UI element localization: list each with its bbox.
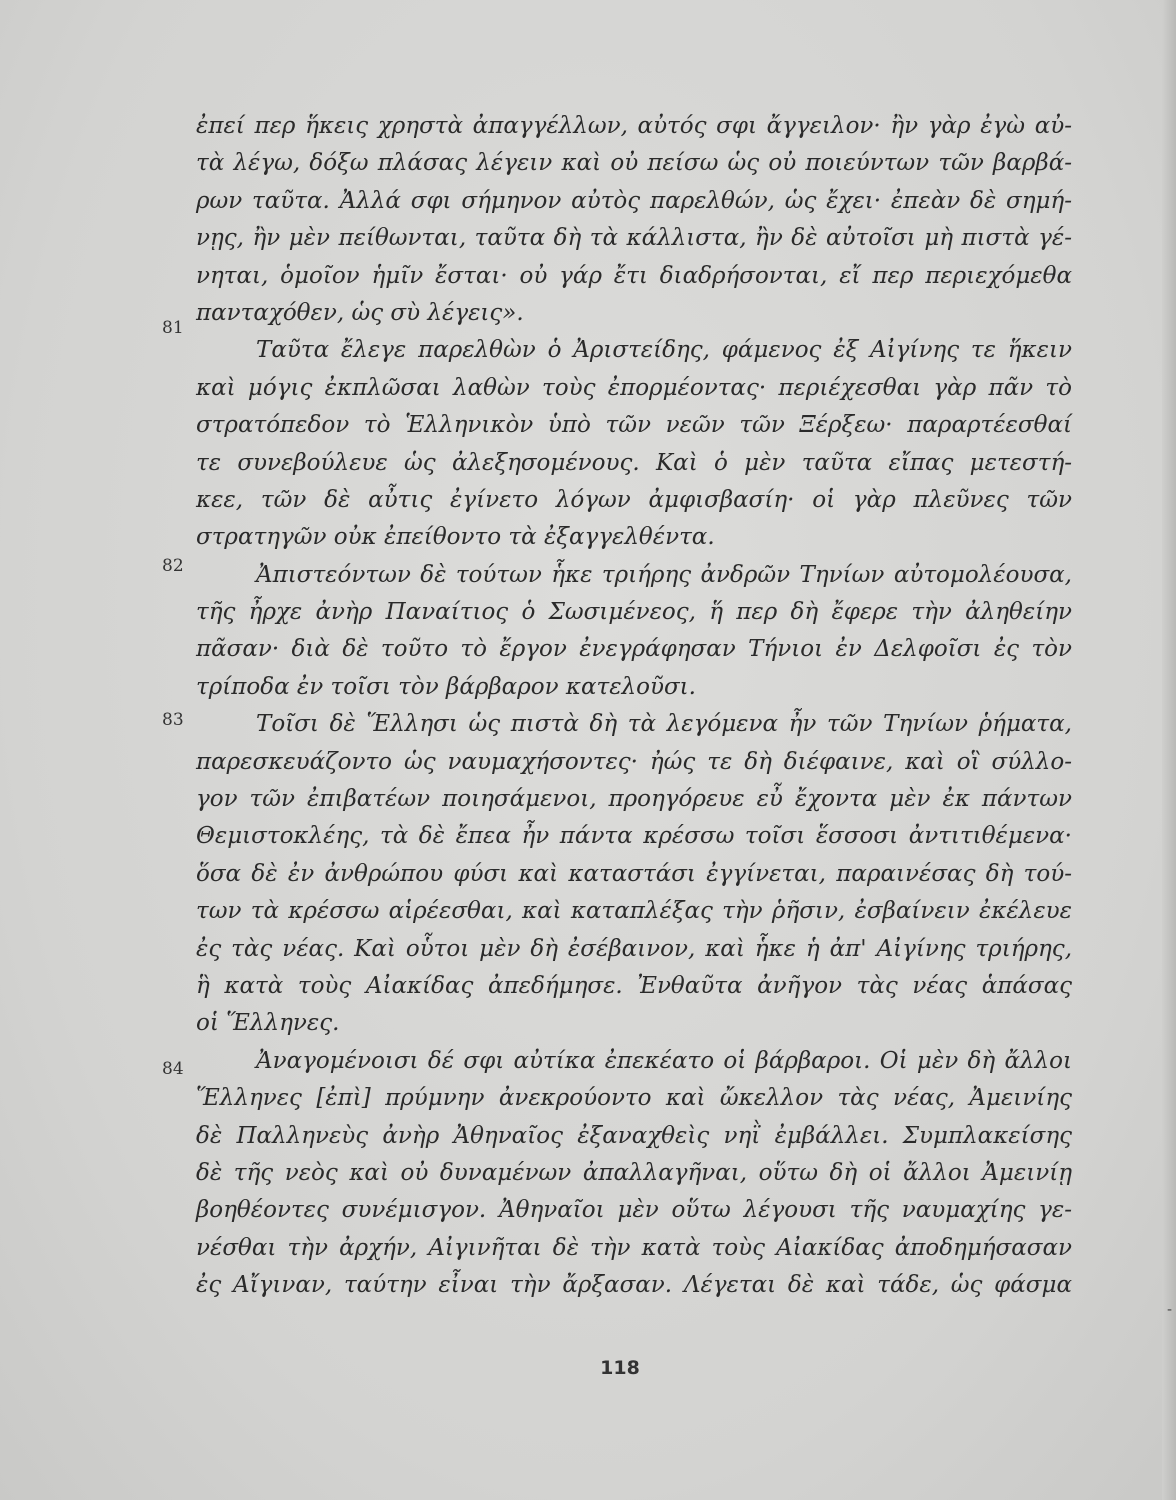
text-line: ρων ταῦτα. Ἀλλά σφι σήμηνον αὐτὸς παρελθών, ὡς ἔχει· ἐπεὰν δὲ σημή- bbox=[196, 187, 1072, 214]
chapter-number: 84 bbox=[162, 1059, 184, 1079]
text-line: τὰ λέγω, δόξω πλάσας λέγειν καὶ οὐ πείσω ὡς οὐ ποιεύντων τῶν βαρβά- bbox=[196, 150, 1072, 177]
text-line: τε συνεβούλευε ὡς ἀλεξησομένους. Καὶ ὁ μὲν ταῦτα εἴπας μετεστή- bbox=[196, 449, 1072, 476]
text-line: ἣ κατὰ τοὺς Αἰακίδας ἀπεδήμησε. Ἐνθαῦτα ἀνῆγον τὰς νέας ἁπάσας bbox=[196, 972, 1072, 999]
text-line: Τοῖσι δὲ Ἕλλησι ὡς πιστὰ δὴ τὰ λεγόμενα ἦν τῶν Τηνίων ῥήματα, bbox=[256, 711, 1072, 738]
text-line: Ἀπιστεόντων δὲ τούτων ἧκε τριήρης ἀνδρῶν Τηνίων αὐτομολέουσα, bbox=[256, 561, 1072, 588]
text-line: νῃς, ἢν μὲν πείθωνται, ταῦτα δὴ τὰ κάλλιστα, ἢν δὲ αὐτοῖσι μὴ πιστὰ γέ- bbox=[196, 225, 1072, 252]
text-line: δὲ Παλληνεὺς ἀνὴρ Ἀθηναῖος ἐξαναχθεὶς νηῒ ἐμβάλλει. Συμπλακείσης bbox=[196, 1122, 1072, 1149]
text-line: Ταῦτα ἔλεγε παρελθὼν ὁ Ἀριστείδης, φάμενος ἐξ Αἰγίνης τε ἥκειν bbox=[256, 337, 1072, 364]
text-line: τρίποδα ἐν τοῖσι τὸν βάρβαρον κατελοῦσι. bbox=[196, 673, 696, 700]
chapter-number: 83 bbox=[162, 710, 184, 730]
page-edge-shadow bbox=[1162, 0, 1176, 1500]
edge-mark: - bbox=[1166, 1302, 1172, 1318]
text-line: Ἕλληνες [ἐπὶ] πρύμνην ἀνεκρούοντο καὶ ὤκελλον τὰς νέας, Ἀμεινίης bbox=[196, 1085, 1072, 1112]
text-line: γον τῶν ἐπιβατέων ποιησάμενοι, προηγόρευε εὖ ἔχοντα μὲν ἐκ πάντων bbox=[196, 786, 1072, 813]
text-line: των τὰ κρέσσω αἱρέεσθαι, καὶ καταπλέξας τὴν ῥῆσιν, ἐσβαίνειν ἐκέλευε bbox=[196, 898, 1072, 925]
text-line: δὲ τῆς νεὸς καὶ οὐ δυναμένων ἀπαλλαγῆναι, οὕτω δὴ οἱ ἄλλοι Ἀμεινίῃ bbox=[196, 1159, 1072, 1186]
text-line: στρατηγῶν οὐκ ἐπείθοντο τὰ ἐξαγγελθέντα. bbox=[196, 524, 715, 551]
text-line: Ἀναγομένοισι δέ σφι αὐτίκα ἐπεκέατο οἱ βάρβαροι. Οἱ μὲν δὴ ἄλλοι bbox=[256, 1047, 1072, 1074]
text-line: ἐς τὰς νέας. Καὶ οὗτοι μὲν δὴ ἐσέβαινον, καὶ ἧκε ἡ ἀπ' Αἰγίνης τριήρης, bbox=[196, 935, 1072, 962]
page-number: 118 bbox=[600, 1357, 640, 1379]
text-line: ἐς Αἴγιναν, ταύτην εἶναι τὴν ἄρξασαν. Λέγεται δὲ καὶ τάδε, ὡς φάσμα bbox=[196, 1272, 1072, 1299]
text-line: νηται, ὁμοῖον ἡμῖν ἔσται· οὐ γάρ ἔτι διαδρήσονται, εἴ περ περιεχόμεθα bbox=[196, 262, 1072, 289]
text-line: παρεσκευάζοντο ὡς ναυμαχήσοντες· ἠώς τε δὴ διέφαινε, καὶ οἳ σύλλο- bbox=[196, 748, 1072, 775]
text-line: πανταχόθεν, ὡς σὺ λέγεις». bbox=[196, 299, 524, 326]
chapter-number: 81 bbox=[162, 318, 184, 338]
text-line: νέσθαι τὴν ἀρχήν, Αἰγινῆται δὲ τὴν κατὰ τοὺς Αἰακίδας ἀποδημήσασαν bbox=[196, 1234, 1072, 1261]
text-line: στρατόπεδον τὸ Ἑλληνικὸν ὑπὸ τῶν νεῶν τῶν Ξέρξεω· παραρτέεσθαί bbox=[196, 412, 1072, 439]
text-line: καὶ μόγις ἐκπλῶσαι λαθὼν τοὺς ἐπορμέοντας· περιέχεσθαι γὰρ πᾶν τὸ bbox=[196, 374, 1072, 401]
text-line: κεε, τῶν δὲ αὖτις ἐγίνετο λόγων ἀμφισβασίη· οἱ γὰρ πλεῦνες τῶν bbox=[196, 486, 1072, 513]
body-text bbox=[196, 108, 1072, 1305]
chapter-number: 82 bbox=[162, 556, 184, 576]
text-line: οἱ Ἕλληνες. bbox=[196, 1010, 340, 1037]
text-line: τῆς ἦρχε ἀνὴρ Παναίτιος ὁ Σωσιμένεος, ἥ περ δὴ ἔφερε τὴν ἀληθείην bbox=[196, 599, 1072, 626]
text-line: ἐπεί περ ἥκεις χρηστὰ ἀπαγγέλλων, αὐτός σφι ἄγγειλον· ἢν γὰρ ἐγὼ αὐ- bbox=[196, 113, 1072, 139]
text-line: ὅσα δὲ ἐν ἀνθρώπου φύσι καὶ καταστάσι ἐγγίνεται, παραινέσας δὴ τού- bbox=[196, 860, 1072, 887]
text-line: βοηθέοντες συνέμισγον. Ἀθηναῖοι μὲν οὕτω λέγουσι τῆς ναυμαχίης γε- bbox=[196, 1197, 1072, 1224]
text-line: Θεμιστοκλέης, τὰ δὲ ἔπεα ἦν πάντα κρέσσω τοῖσι ἕσσοσι ἀντιτιθέμενα· bbox=[196, 823, 1072, 850]
text-line: πᾶσαν· διὰ δὲ τοῦτο τὸ ἔργον ἐνεγράφησαν Τήνιοι ἐν Δελφοῖσι ἐς τὸν bbox=[196, 636, 1072, 663]
